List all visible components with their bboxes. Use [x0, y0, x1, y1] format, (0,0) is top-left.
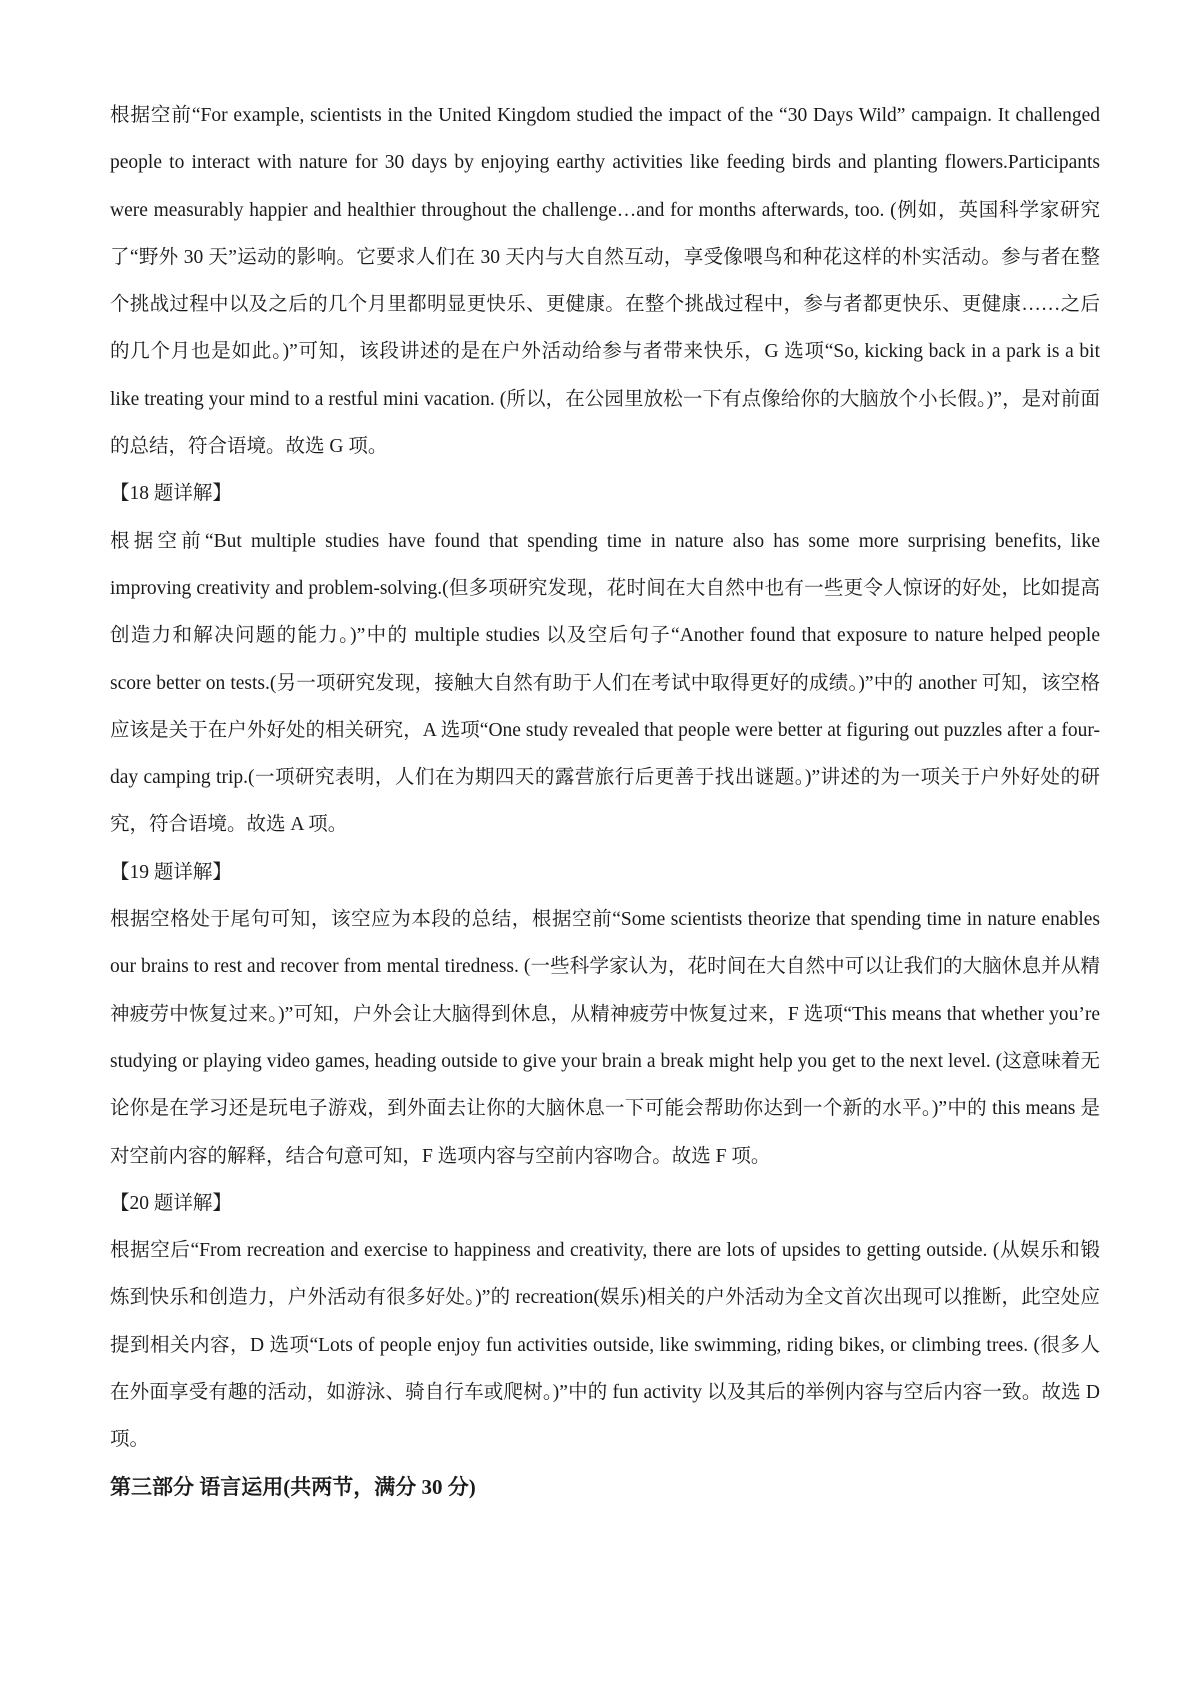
section-title: 第三部分 语言运用(共两节，满分 30 分) — [110, 1474, 476, 1499]
answer-explanation-18: 根据空前“But multiple studies have found that spending time in nature also has some more surprising benefits, like improving creativity and problem-solving.(但多项研究发现，花时间在大自然中也有一些更令人惊讶的好处，比如提高创造力和解决问题的能力。)”中的 multiple studies 以及空后句子“Another found that exposure to nature helped people score better on tests.(另一项研究发现，接触大自然有助于人们在考试中取得更好的成绩。)”中的 another 可知，该空格应该是关于在户外好处的相关研究，A 选项“One study revealed that people were better at figuring out puzzles after a four-day camping trip.(一项研究表明，人们在为期四天的露营旅行后更善于找出谜题。)”讲述的为一项关于户外好处的研究，符合语境。故选 A 项。 — [110, 530, 1100, 836]
answer-explanation-19: 根据空格处于尾句可知，该空应为本段的总结，根据空前“Some scientists theorize that spending time in nature enables our brains to rest and recover from mental tiredness. (一些科学家认为，花时间在大自然中可以让我们的大脑休息并从精神疲劳中恢复过来。)”可知，户外会让大脑得到休息，从精神疲劳中恢复过来，F 选项“This means that whether you’re studying or playing video games, heading outside to give your brain a break might help you get to the next level. (这意味着无论你是在学习还是玩电子游戏，到外面去让你的大脑休息一下可能会帮助你达到一个新的水平。)”中的 this means 是对空前内容的解释，结合句意可知，F 选项内容与空前内容吻合。故选 F 项。 — [110, 909, 1100, 1167]
answer-explanation-17-continued: 根据空前“For example, scientists in the United Kingdom studied the impact of the “30 Days Wild” campaign. It challenged people to interact with nature for 30 days by enjoying earthy activities like feeding birds and planting flowers.Participants were measurably happier and healthier throughout the challenge…and for months afterwards, too. (例如，英国科学家研究了“野外 30 天”运动的影响。它要求人们在 30 天内与大自然互动，享受像喂鸟和种花这样的朴实活动。参与者在整个挑战过程中以及之后的几个月里都明显更快乐、更健康。在整个挑战过程中，参与者都更快乐、更健康……之后的几个月也是如此。)”可知，该段讲述的是在户外活动给参与者带来快乐，G 选项“So, kicking back in a park is a bit like treating your mind to a restful mini vacation. (所以，在公园里放松一下有点像给你的大脑放个小长假。)”，是对前面的总结，符合语境。故选 G 项。 — [110, 105, 1100, 458]
question-18-heading: 【18 题详解】 — [110, 483, 232, 505]
question-20-heading: 【20 题详解】 — [110, 1192, 232, 1214]
document-page — [110, 92, 1100, 1511]
answer-explanation-20: 根据空后“From recreation and exercise to happiness and creativity, there are lots of upsides to getting outside. (从娱乐和锻炼到快乐和创造力，户外活动有很多好处。)”的 recreation(娱乐)相关的户外活动为全文首次出现可以推断，此空处应提到相关内容，D 选项“Lots of people enjoy fun activities outside, like swimming, riding bikes, or climbing trees. (很多人在外面享受有趣的活动，如游泳、骑自行车或爬树。)”中的 fun activity 以及其后的举例内容与空后内容一致。故选 D 项。 — [110, 1240, 1100, 1451]
question-19-heading: 【19 题详解】 — [110, 861, 232, 883]
